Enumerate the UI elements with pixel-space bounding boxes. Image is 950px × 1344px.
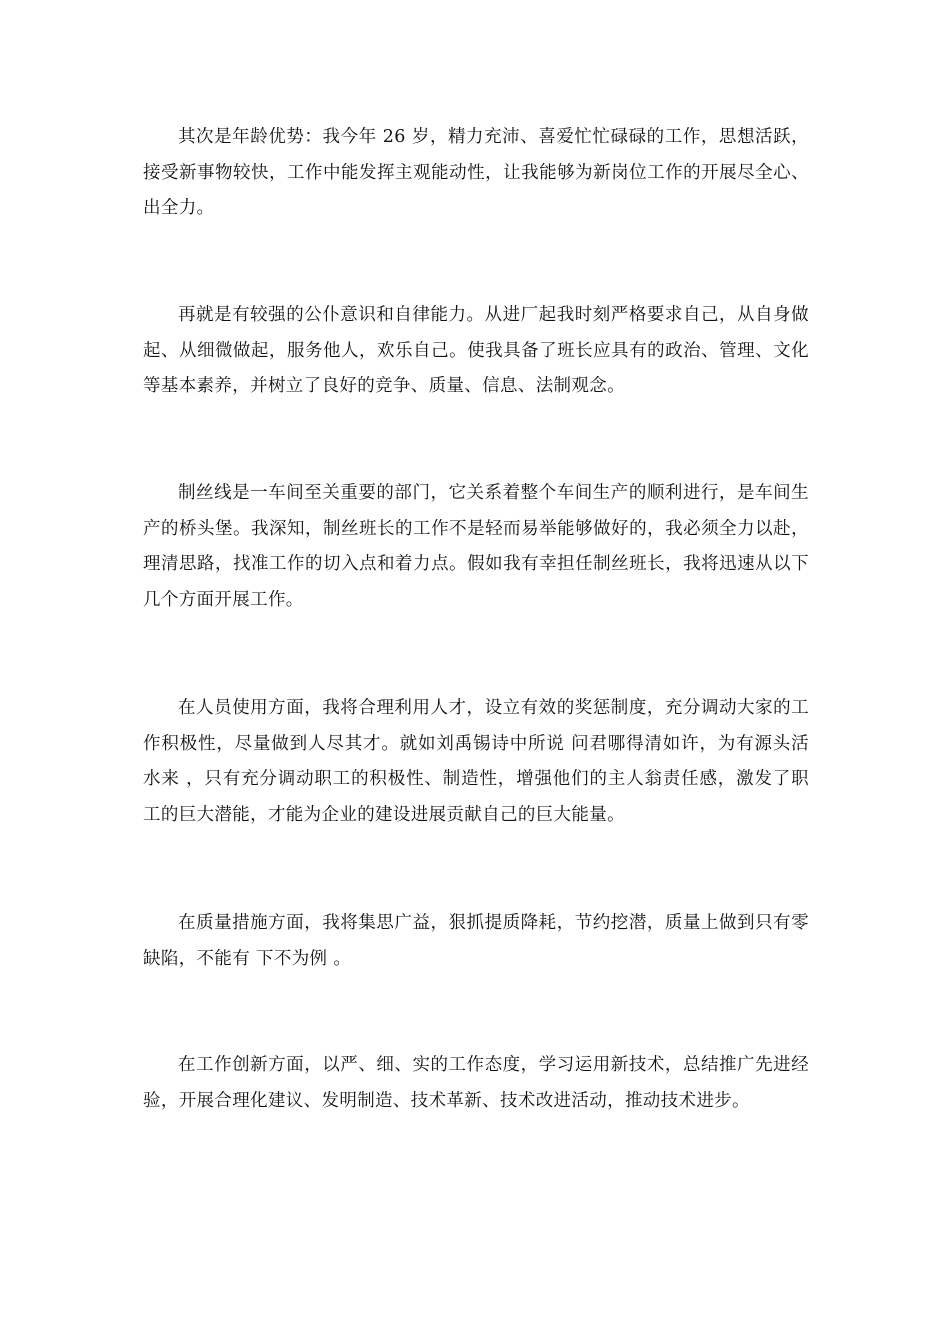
paragraph-age-advantage: 其次是年龄优势：我今年 26 岁，精力充沛、喜爱忙忙碌碌的工作，思想活跃，接受新事物较快，工作中能发挥主观能动性，让我能够为新岗位工作的开展尽全心、出全力。 (143, 127, 809, 218)
paragraph-service-awareness: 再就是有较强的公仆意识和自律能力。从进厂起我时刻严格要求自己，从自身做起、从细微做起，服务他人，欢乐自己。使我具备了班长应具有的政治、管理、文化等基本素养，并树立了良好的竞争、质量、信息、法制观念。 (143, 305, 809, 396)
paragraph-quality: 在质量措施方面，我将集思广益，狠抓提质降耗，节约挖潜，质量上做到只有零缺陷，不能有 下不为例 。 (143, 913, 809, 969)
paragraph-innovation: 在工作创新方面，以严、细、实的工作态度，学习运用新技术，总结推广先进经验，开展合理化建议、发明制造、技术革新、技术改进活动，推动技术进步。 (143, 1055, 809, 1111)
paragraph-processing-line: 制丝线是一车间至关重要的部门，它关系着整个车间生产的顺利进行，是车间生产的桥头堡。我深知，制丝班长的工作不是轻而易举能够做好的，我必须全力以赴，理清思路，找准工作的切入点和着力点。假如我有幸担任制丝班长，我将迅速从以下几个方面开展工作。 (143, 483, 809, 610)
paragraph-personnel: 在人员使用方面，我将合理利用人才，设立有效的奖惩制度，充分调动大家的工作积极性，尽量做到人尽其才。就如刘禹锡诗中所说 问君哪得清如许，为有源头活水来 ，只有充分调动职工的积极性、制造性，增强他们的主人翁责任感，激发了职工的巨大潜能，才能为企业的建设进展贡献自己的巨大能量。 (143, 698, 809, 825)
